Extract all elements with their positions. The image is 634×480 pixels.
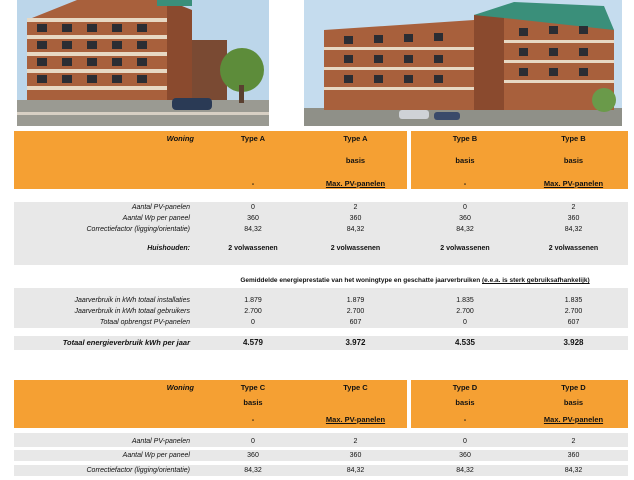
row-value: 2.700: [346, 308, 365, 315]
row-value: 0: [251, 204, 255, 211]
row-value: 360: [459, 452, 471, 459]
row-label: Jaarverbruik in kWh totaal installaties: [74, 297, 190, 304]
row-value: 607: [567, 319, 580, 326]
row-value: 2 volwassenen: [228, 245, 278, 252]
row-value: 1.835: [456, 297, 474, 304]
row-value: 1.879: [244, 297, 262, 304]
energy-table-2: [14, 380, 628, 480]
table-row: [14, 465, 628, 476]
building-photo-left: [17, 0, 269, 126]
col-type: Type D: [452, 383, 478, 392]
row-value: 4.579: [242, 338, 264, 347]
row-value: 3.928: [563, 338, 584, 347]
table-row: [14, 202, 628, 213]
row-value: 1.879: [346, 297, 365, 304]
energy-table-1: [14, 131, 628, 351]
row-value: 84,32: [564, 467, 583, 474]
row-value: 84,32: [346, 226, 365, 233]
col-type: Type C: [240, 383, 266, 392]
header-col-1: [202, 131, 304, 189]
row-value: 0: [251, 319, 255, 326]
row-value: 2 volwassenen: [548, 245, 599, 252]
table-row: [14, 295, 628, 306]
row-label: Correctiefactor (ligging/orientatie): [86, 226, 190, 233]
col-variant: basis: [455, 398, 475, 407]
row-label: Correctiefactor (ligging/orientatie): [86, 467, 190, 474]
woning-label: Woning: [166, 383, 194, 392]
header-col-2: [304, 380, 407, 428]
note-link: (e.e.a. is sterk gebruiksafhankelijk): [482, 277, 590, 284]
header-label-cell: [14, 131, 202, 189]
row-value: 4.535: [454, 338, 476, 347]
row-value: 360: [567, 215, 580, 222]
row-label: Huishouden:: [147, 245, 190, 252]
col-variant: basis: [455, 156, 475, 165]
row-value: 2: [353, 438, 358, 445]
row-value: 2.700: [456, 308, 474, 315]
row-value: 360: [567, 452, 580, 459]
col-type: Type B: [452, 134, 478, 143]
row-value: 0: [463, 204, 467, 211]
header-col-1: [202, 380, 304, 428]
row-value: 0: [463, 438, 467, 445]
col-bottom: -: [463, 415, 467, 424]
col-variant: basis: [563, 156, 584, 165]
row-value: 360: [459, 215, 471, 222]
row-value: 0: [463, 319, 467, 326]
row-value: 1.835: [564, 297, 583, 304]
row-label: Aantal PV-panelen: [131, 204, 190, 211]
row-value: 84,32: [456, 467, 474, 474]
row-value: 3.972: [345, 338, 366, 347]
header-col-4: [519, 380, 628, 428]
row-value: 2: [571, 204, 576, 211]
row-value: 84,32: [244, 467, 262, 474]
row-value: 84,32: [346, 467, 365, 474]
row-label: Aantal Wp per paneel: [122, 452, 190, 459]
row-value: 84,32: [244, 226, 262, 233]
table-row: [14, 436, 628, 447]
header-label-cell: [14, 380, 202, 428]
row-value: 2.700: [564, 308, 583, 315]
note-text: Gemiddelde energieprestatie van het woningtype en geschatte jaarverbruiken: [240, 277, 481, 284]
table-row: [14, 317, 628, 328]
col-type: Type A: [240, 134, 266, 143]
col-variant: basis: [563, 398, 584, 407]
col-type: Type A: [343, 134, 368, 143]
table-row-empty: [14, 288, 628, 295]
col-bottom: -: [463, 179, 467, 188]
row-value: 360: [349, 452, 362, 459]
table-row: [14, 213, 628, 224]
row-label: Totaal opbrengst PV-panelen: [99, 319, 190, 326]
row-value: 84,32: [564, 226, 583, 233]
row-value: 2: [571, 438, 576, 445]
building-photo-right: [304, 0, 622, 126]
table-row: [14, 306, 628, 317]
row-value: 607: [349, 319, 362, 326]
energy-note: [14, 275, 628, 286]
col-bottom: Max. PV-panelen: [543, 179, 604, 188]
header-col-2: [304, 131, 407, 189]
header-col-4: [519, 131, 628, 189]
row-value: 360: [247, 452, 259, 459]
row-value: 0: [251, 438, 255, 445]
col-bottom: -: [251, 179, 255, 188]
row-label: Aantal PV-panelen: [131, 438, 190, 445]
col-bottom: Max. PV-panelen: [325, 179, 386, 188]
row-label: Totaal energieverbruik kWh per jaar: [62, 338, 190, 347]
col-variant: basis: [345, 156, 366, 165]
row-label: Jaarverbruik in kWh totaal gebruikers: [74, 308, 190, 315]
header-col-3: [411, 131, 519, 189]
row-value: 360: [349, 215, 362, 222]
table-row: [14, 224, 628, 235]
table-row: [14, 450, 628, 461]
table-row-empty: [14, 254, 628, 265]
row-value: 2.700: [244, 308, 262, 315]
col-type: Type D: [561, 383, 586, 392]
col-variant: basis: [243, 398, 263, 407]
row-value: 360: [247, 215, 259, 222]
col-type: Type B: [561, 134, 586, 143]
total-row: [14, 336, 628, 350]
row-value: 2 volwassenen: [330, 245, 381, 252]
woning-label: Woning: [166, 134, 194, 143]
row-value: 2 volwassenen: [440, 245, 490, 252]
household-row: [14, 243, 628, 254]
header-col-3: [411, 380, 519, 428]
row-value: 84,32: [456, 226, 474, 233]
col-bottom: Max. PV-panelen: [543, 415, 604, 424]
row-value: 2: [353, 204, 358, 211]
row-label: Aantal Wp per paneel: [122, 215, 190, 222]
col-bottom: -: [251, 415, 255, 424]
col-type: Type C: [343, 383, 368, 392]
col-bottom: Max. PV-panelen: [325, 415, 386, 424]
